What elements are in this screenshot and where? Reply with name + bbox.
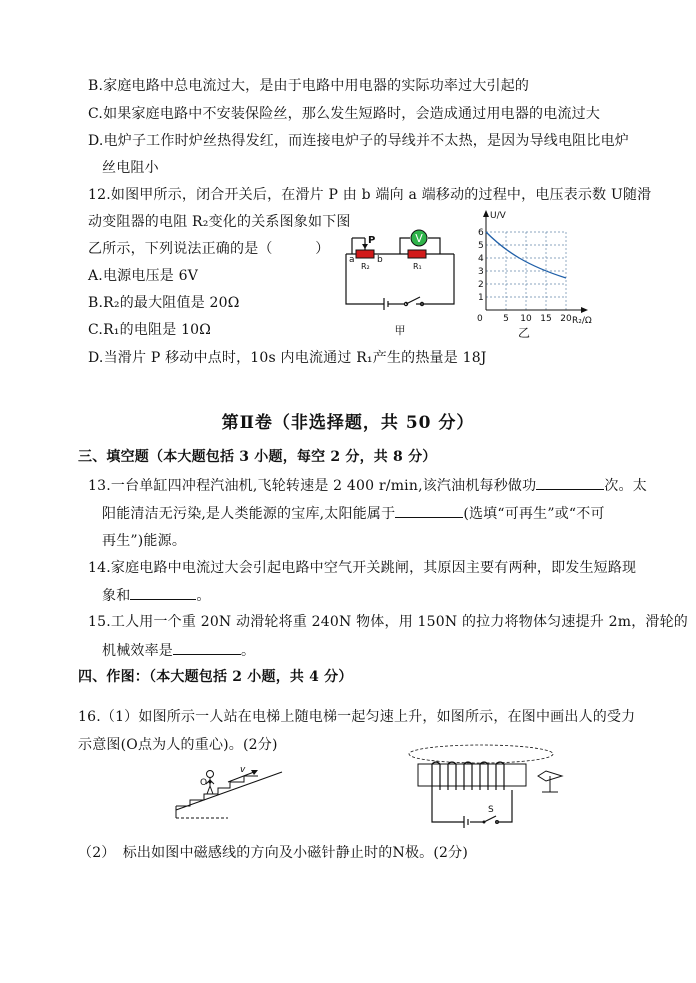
y-tick-4: 4 xyxy=(478,254,484,264)
q14-line2-text-b: 。 xyxy=(196,588,211,604)
compass-needle-icon xyxy=(538,771,562,792)
y-tick-3: 3 xyxy=(478,267,484,277)
y-tick-5: 5 xyxy=(478,241,484,251)
q12-stem-line1: 12.如图甲所示，闭合开关后，在滑片 P 由 b 端向 a 端移动的过程中，电压表示数 U随滑 xyxy=(88,187,652,203)
q15-blank[interactable] xyxy=(173,640,241,655)
q12-option-a: A.电源电压是 6V xyxy=(88,268,199,284)
circuit-diagram-jia xyxy=(340,222,460,340)
velocity-label: v xyxy=(240,765,246,775)
section-2-title: 第Ⅱ卷（非选择题，共 50 分） xyxy=(221,413,475,433)
q13-blank-2[interactable] xyxy=(395,503,463,518)
q12-option-d: D.当滑片 P 移动中点时，10s 内电流通过 R₁产生的热量是 18J xyxy=(88,350,487,366)
q16-line1: 16.（1）如图所示一人站在电梯上随电梯一起匀速上升，如图所示，在图中画出人的受力 xyxy=(78,709,636,725)
x-tick-20: 20 xyxy=(560,314,572,324)
graph-yi xyxy=(472,206,602,340)
q15-line2 xyxy=(102,640,255,661)
end-label-b: b xyxy=(377,255,383,265)
q14-line2 xyxy=(102,585,211,606)
q12-stem-line3: 乙所示，下列说法正确的是（ ） xyxy=(88,241,330,257)
graph-origin-label: 0 xyxy=(477,314,483,324)
slider-label-p: P xyxy=(368,235,376,246)
q15-line2-text-b: 。 xyxy=(241,643,256,659)
q15-line1: 15.工人用一个重 20N 动滑轮将重 240N 物体，用 150N 的拉力将物体匀速提升 2m，滑轮的 xyxy=(88,614,689,630)
q11-option-d-line2: 丝电阻小 xyxy=(102,160,159,176)
q13-blank-1[interactable] xyxy=(536,475,604,490)
q13-line1 xyxy=(88,475,647,496)
switch-label: S xyxy=(488,805,494,815)
q14-line1: 14.家庭电路中电流过大会引起电路中空气开关跳闸，其原因主要有两种，即发生短路现 xyxy=(88,560,637,576)
q13-line1-text-a: 13.一台单缸四冲程汽油机,飞轮转速是 2 400 r/min,该汽油机每秒做功 xyxy=(88,478,537,494)
q16-line3: （2） 标出如图中磁感线的方向及小磁针静止时的N极。(2分) xyxy=(78,845,468,861)
q12-option-c: C.R₁的电阻是 10Ω xyxy=(88,322,212,338)
y-tick-1: 1 xyxy=(478,293,484,303)
q13-line2-text-b: (选填“可再生”或“不可 xyxy=(463,506,605,522)
q12-stem-line2: 动变阻器的电阻 R₂变化的关系图象如下图 xyxy=(88,214,351,230)
y-tick-6: 6 xyxy=(478,228,484,238)
y-tick-2: 2 xyxy=(478,280,484,290)
graph-caption: 乙 xyxy=(517,326,531,340)
graph-x-axis-label: R₂/Ω xyxy=(572,316,592,326)
q13-line3: 再生”)能源。 xyxy=(102,533,187,549)
graph-y-axis-label: U/V xyxy=(490,211,506,221)
solenoid-figure xyxy=(404,740,594,830)
circuit-caption: 甲 xyxy=(394,324,406,337)
voltmeter-label: V xyxy=(415,232,423,245)
escalator-figure xyxy=(170,752,290,822)
q13-line2-text-a: 阳能清洁无污染,是人类能源的宝库,太阳能属于 xyxy=(102,506,396,522)
q13-line1-text-b: 次。太 xyxy=(604,478,647,494)
resistor-label-r2: R₂ xyxy=(361,262,370,271)
x-tick-10: 10 xyxy=(520,314,532,324)
q13-line2 xyxy=(102,503,605,524)
q16-line2: 示意图(O点为人的重心)。(2分) xyxy=(78,737,278,753)
center-of-gravity-label: O xyxy=(200,778,208,788)
q11-option-c: C.如果家庭电路中不安装保险丝，那么发生短路时，会造成通过用电器的电流过大 xyxy=(88,106,601,122)
resistor-label-r1: R₁ xyxy=(413,262,422,271)
q11-option-d-line1: D.电炉子工作时炉丝热得发红，而连接电炉子的导线并不太热，是因为导线电阻比电炉 xyxy=(88,133,629,149)
section-3-title: 三、填空题（本大题包括 3 小题，每空 2 分，共 8 分） xyxy=(78,449,437,465)
q11-option-b: B.家庭电路中总电流过大，是由于电路中用电器的实际功率过大引起的 xyxy=(88,78,530,94)
magnetic-field-line xyxy=(409,745,553,763)
section-4-title: 四、作图：（本大题包括 2 小题，共 4 分） xyxy=(78,669,353,685)
q14-blank[interactable] xyxy=(130,585,196,600)
x-tick-15: 15 xyxy=(540,314,552,324)
q12-option-b: B.R₂的最大阻值是 20Ω xyxy=(88,295,240,311)
q15-line2-text-a: 机械效率是 xyxy=(102,643,173,659)
end-label-a: a xyxy=(349,255,355,265)
q14-line2-text-a: 象和 xyxy=(102,588,131,604)
x-tick-5: 5 xyxy=(503,314,509,324)
